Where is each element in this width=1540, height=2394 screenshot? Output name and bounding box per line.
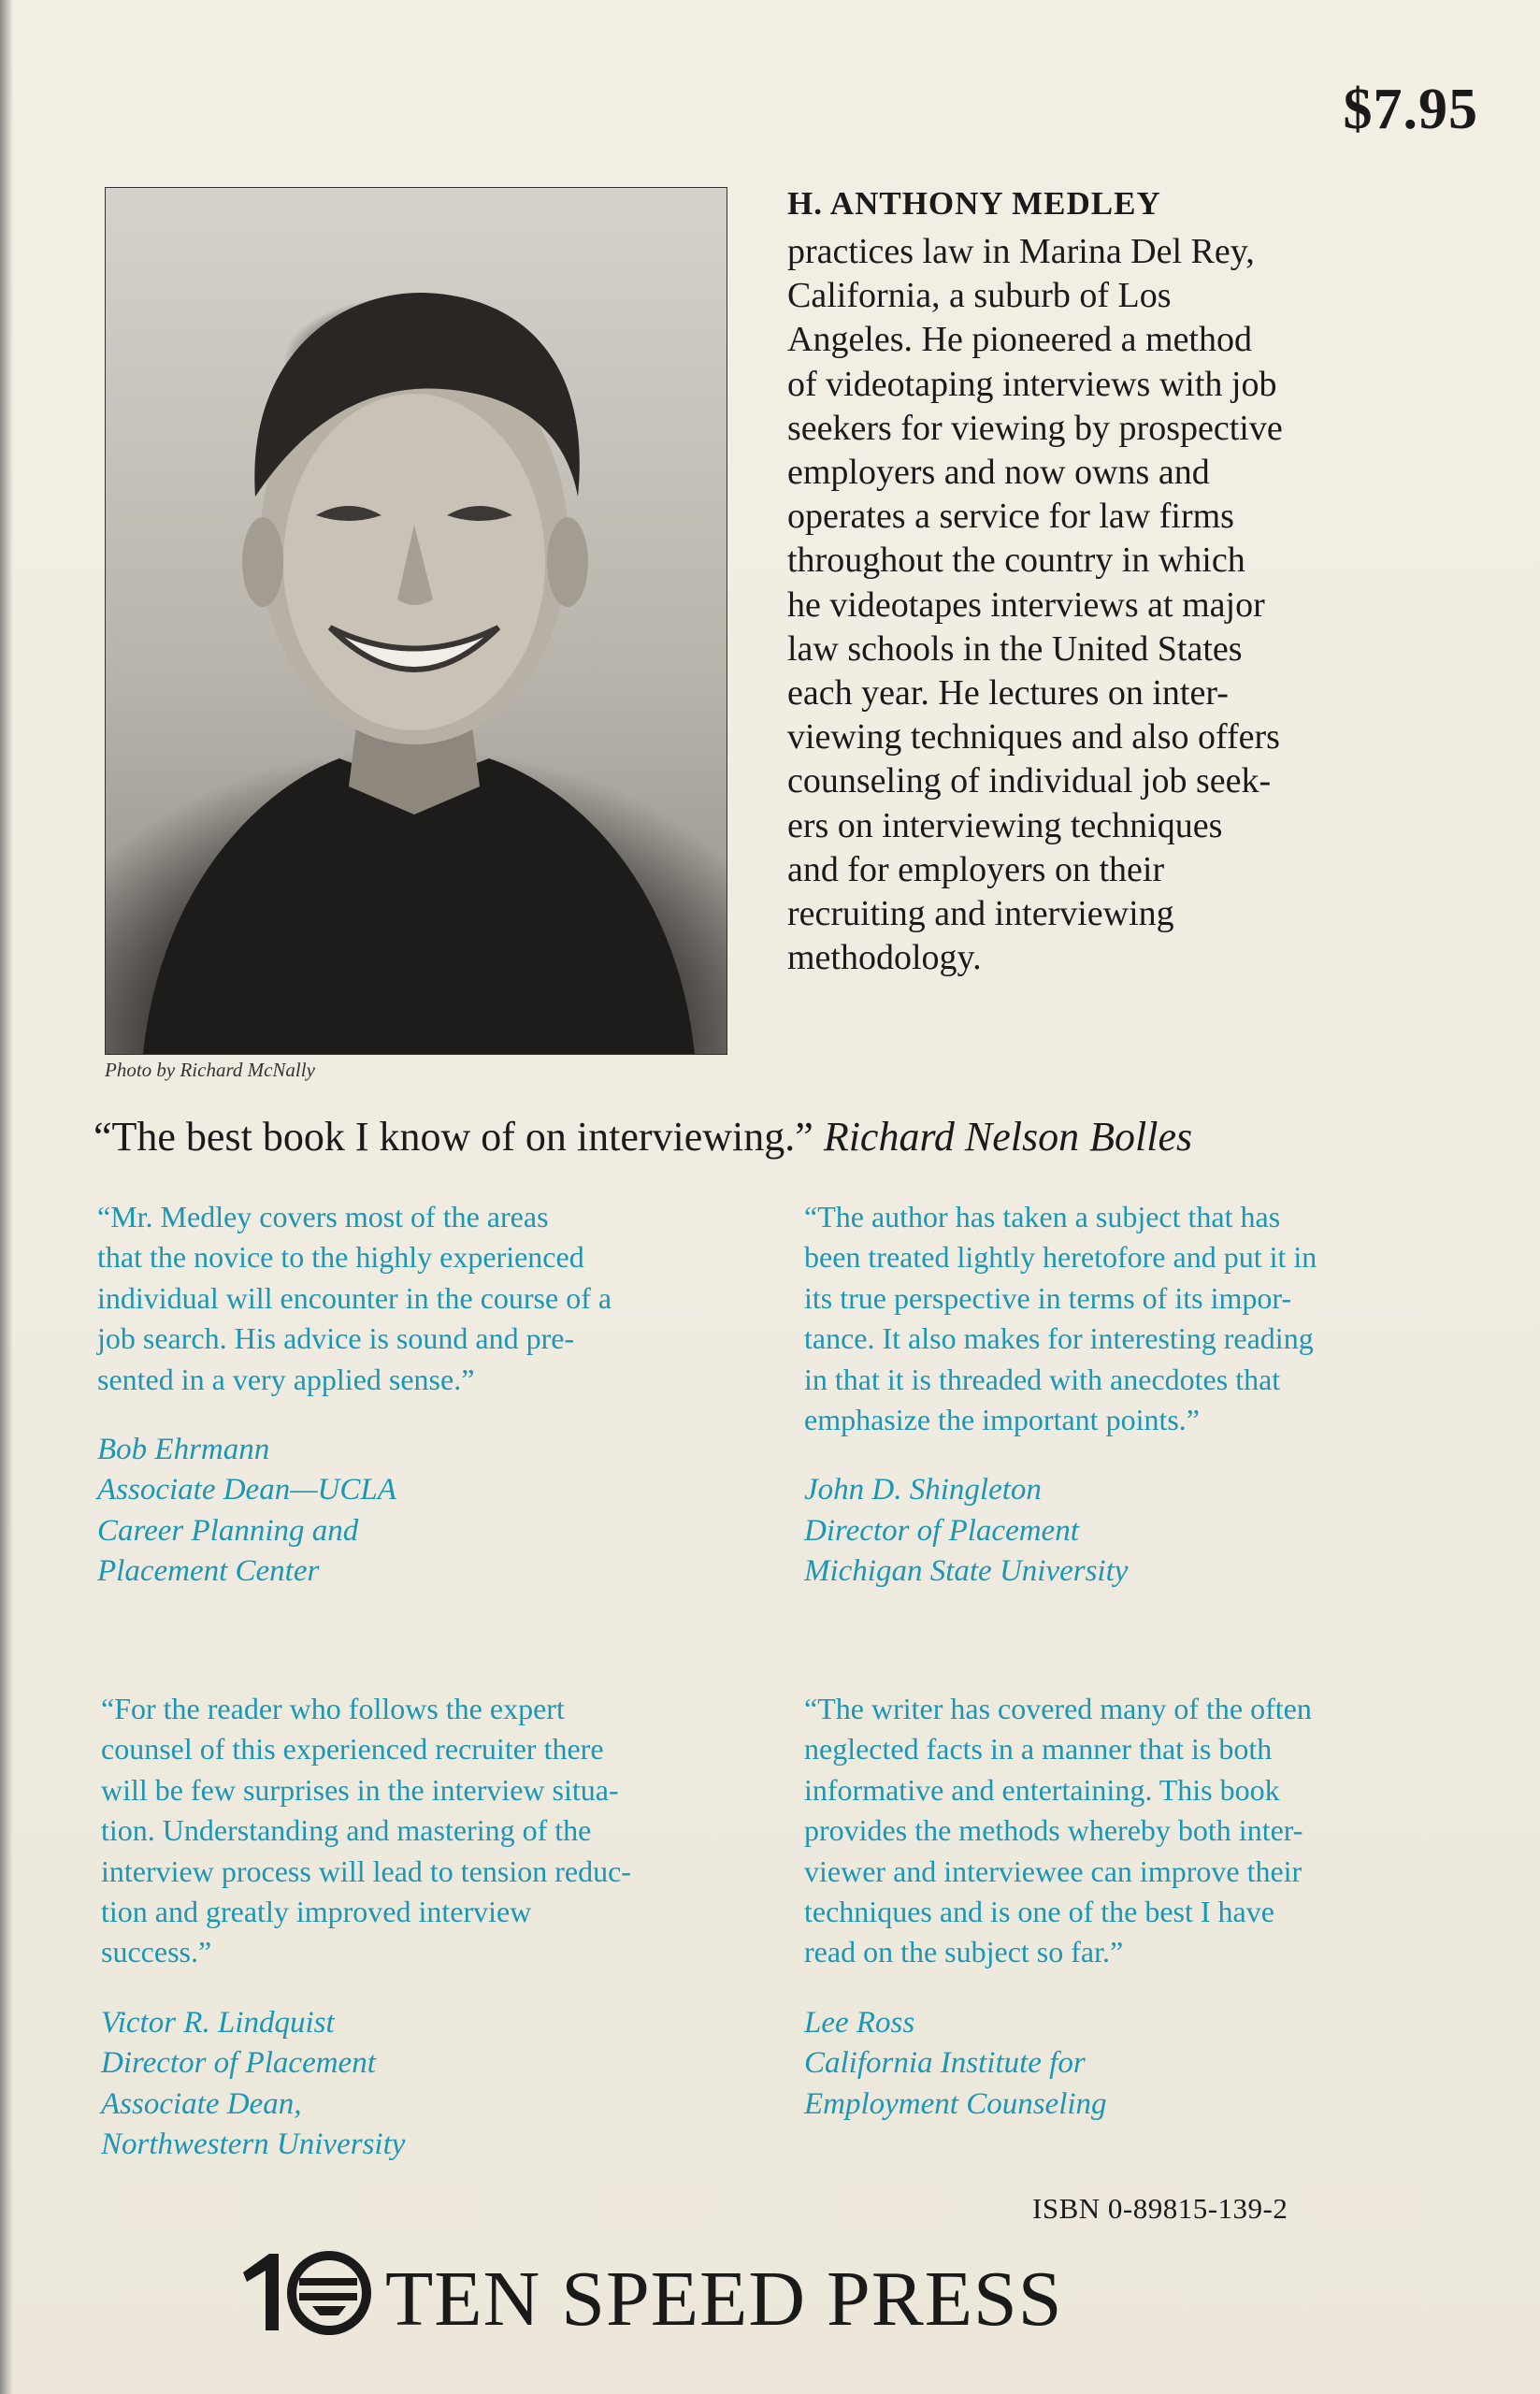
author-photo [105,187,727,1055]
price-label: $7.95 [1343,78,1478,141]
testimonial [97,1180,733,1609]
testimonial-attribution: Bob Ehrmann Associate Dean—UCLA Career Planning and Placement Center [97,1433,396,1589]
headline-quote: “The best book I know of on interviewing.” [94,1114,813,1160]
testimonial-text: “The writer has covered many of the often neglected facts in a manner that is both informative and entertaining. This book provides the methods whereby both inter- viewer and interviewee can improve their techniques and is one of the best I have read on the subject so far.” [804,1692,1312,1969]
headline-blurb [94,1113,1192,1161]
headline-attribution: Richard Nelson Bolles [823,1114,1193,1160]
testimonial-attribution: Lee Ross California Institute for Employment Counseling [804,2005,1107,2121]
isbn-number: ISBN 0-89815-139-2 [1032,2192,1288,2225]
testimonial-attribution: Victor R. Lindquist Director of Placement Associate Dean, Northwestern University [101,2005,406,2162]
author-name: H. ANTHONY MEDLEY [787,185,1161,222]
testimonial [101,1672,737,2182]
testimonial [804,1672,1477,2142]
testimonial-text: “The author has taken a subject that has been treated lightly heretofore and put it in its true perspective in terms of its impor- tance. It also makes for interesting reading in that it is threaded with anecdotes that emphasize the important points.” [804,1200,1317,1437]
testimonial-text: “Mr. Medley covers most of the areas that the novice to the highly experienced individual will encounter in the course of a job search. His advice is sound and pre- sented in a very applied sense.” [97,1200,612,1396]
author-bio: practices law in Marina Del Rey, California, a suburb of Los Angeles. He pioneered a method of videotaping interviews with job seekers for viewing by prospective employers and now owns and operates a service for law firms throughout the country in which he videotapes interviews at major law schools in the United States each year. He lectures on inter- viewing techniques and also offers counseling of individual job seek- ers on interviewing techniques and for employers on their recruiting and interviewing methodology. [787,232,1283,978]
ten-speed-press-logo-icon [234,2244,383,2338]
testimonial-text: “For the reader who follows the expert counsel of this experienced recruiter there will be few surprises in the interview situa- tion. Understanding and mastering of the interview process will lead to tension reduc- tion and greatly improved interview success.” [101,1692,631,1969]
publisher-name: TEN SPEED PRESS [385,2256,1063,2343]
photo-credit: Photo by Richard McNally [105,1059,315,1081]
testimonial [804,1180,1477,1609]
portrait-illustration [106,188,727,1054]
testimonial-attribution: John D. Shingleton Director of Placement Michigan State University [804,1473,1129,1589]
cover-edge-shadow [0,0,13,2394]
